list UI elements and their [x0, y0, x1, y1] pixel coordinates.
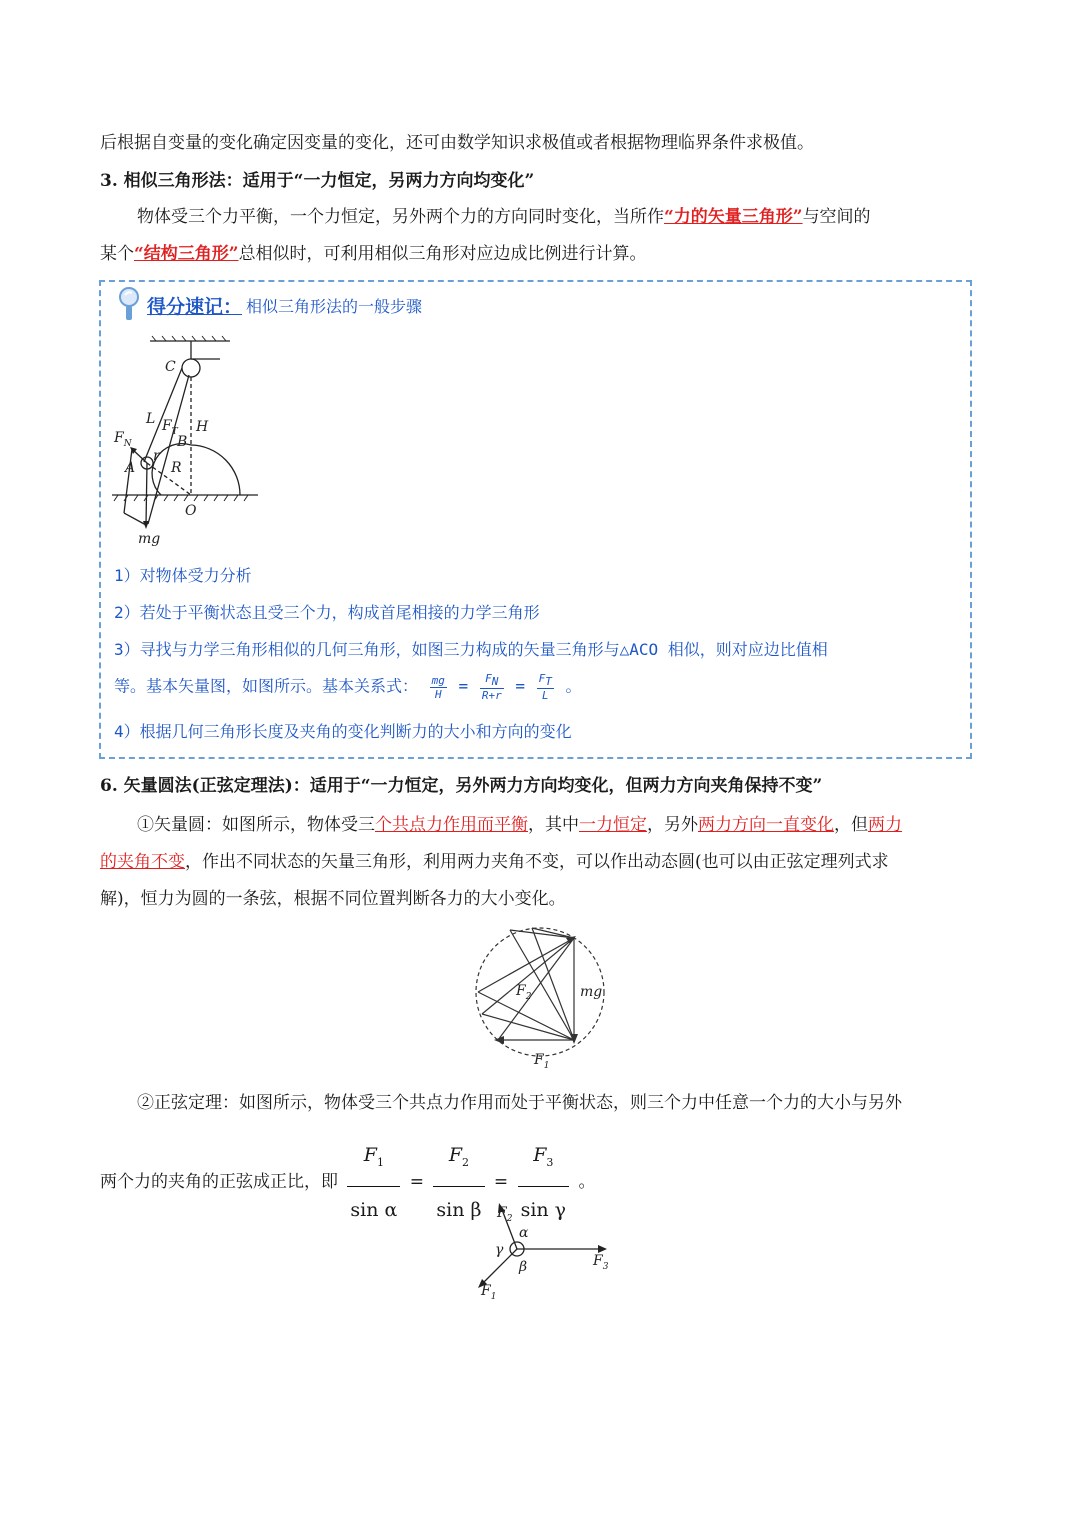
equals-sign: =	[409, 1171, 424, 1192]
section-3-paragraph-line-2	[100, 241, 647, 267]
tip-step-4: 4）根据几何三角形长度及夹角的变化判断力的大小和方向的变化	[114, 722, 572, 741]
sine-law-diagram	[465, 1195, 615, 1305]
label-f2: $F_2$	[497, 1205, 513, 1224]
section-6-paragraph-line-4: ②正弦定理：如图所示，物体受三个共点力作用而处于平衡状态，则三个力中任意一个力的大小与另外	[137, 1093, 902, 1113]
label-mg: mg	[138, 531, 161, 547]
text-run: 某个	[100, 244, 134, 264]
fraction-mg-h: $\frac{mg}{H}$	[431, 673, 445, 701]
label-ft: $F_T$	[162, 418, 178, 437]
text-run: 。	[565, 676, 582, 696]
label-b: B	[177, 434, 188, 450]
equals-sign: =	[515, 676, 525, 696]
section-6-paragraph-line-1: ①矢量圆：如图所示，物体受三个共点力作用而平衡，其中一力恒定，另外两力方向一直变化，但两力	[137, 815, 902, 835]
fraction-f3-sin-gamma: $\frac{F_3}{\text{sin γ}}$	[518, 1132, 569, 1233]
label-f3: $F_3$	[593, 1253, 609, 1272]
fraction-ft: $\frac{F_T}{L}$	[538, 672, 552, 703]
label-r-small: r	[153, 448, 160, 464]
fraction-f2-sin-beta: $\frac{F_2}{\text{sin β}}$	[433, 1132, 484, 1233]
tip-title: 得分速记：	[147, 296, 243, 318]
label-a: A	[125, 460, 136, 476]
hemisphere	[191, 445, 240, 495]
text-run: 总相似时，可利用相似三角形对应边成比例进行计算。	[238, 244, 647, 264]
gravity-arrow	[146, 463, 147, 525]
section-6-paragraph-line-3: 解)，恒力为圆的一条弦，根据不同位置判断各力的大小变化。	[100, 889, 566, 909]
text-run: 与空间的	[802, 207, 871, 227]
label-o: O	[185, 503, 197, 519]
vector-circle-diagram	[470, 922, 615, 1077]
fraction-f1-sin-alpha: $\frac{F_1}{\text{sin α}}$	[347, 1132, 400, 1233]
label-alpha: α	[519, 1225, 529, 1241]
section-3-paragraph-line-1	[137, 204, 871, 230]
label-f2: $F_2$	[516, 983, 532, 1002]
label-gamma: γ	[495, 1242, 504, 1258]
magnifier-icon	[116, 285, 146, 323]
equals-sign: =	[493, 1171, 509, 1192]
label-f1: $F_1$	[481, 1283, 497, 1302]
paragraph-line: 后根据自变量的变化确定因变量的变化，还可由数学知识求极值或者根据物理临界条件求极值。	[100, 133, 814, 153]
fraction-fn: $\frac{F_N}{R+r}$	[481, 672, 502, 703]
tip-step-1: 1）对物体受力分析	[114, 566, 252, 585]
tip-step-2: 2）若处于平衡状态且受三个力，构成首尾相接的力学三角形	[114, 603, 540, 622]
label-f1: $F_1$	[534, 1052, 550, 1071]
highlight-text: “力的矢量三角形”	[664, 207, 803, 227]
equals-sign: =	[458, 676, 469, 696]
tip-step-3-line-1: 3）寻找与力学三角形相似的几何三角形，如图三力构成的矢量三角形与△ACO 相似，则对应边比值相	[114, 640, 828, 659]
similar-triangle-diagram	[110, 335, 270, 550]
label-fn: $F_N$	[114, 430, 132, 449]
pulley	[182, 359, 200, 377]
text-run: 两个力的夹角的正弦成正比，即	[100, 1171, 338, 1192]
label-mg: mg	[580, 984, 603, 1000]
label-beta: β	[519, 1259, 528, 1275]
section-3-heading: 3. 相似三角形法：适用于“一力恒定，另两力方向均变化”	[100, 171, 535, 191]
text-run: 物体受三个力平衡，一个力恒定，另外两个力的方向同时变化，当所作	[137, 207, 664, 227]
tip-step-3-line-2	[114, 672, 582, 702]
highlight-text: “结构三角形”	[134, 244, 239, 264]
text-run: 。	[578, 1171, 596, 1192]
text-run: 等。基本矢量图，如图所示。基本关系式：	[114, 676, 419, 696]
label-r-large: R	[171, 460, 182, 476]
tip-subtitle: 相似三角形法的一般步骤	[246, 297, 423, 316]
label-l: L	[146, 411, 156, 427]
section-6-paragraph-line-2: 的夹角不变，作出不同状态的矢量三角形，利用两力夹角不变，可以作出动态圆(也可以由正弦定理列式求	[100, 852, 889, 872]
label-h: H	[196, 419, 209, 435]
label-c: C	[165, 359, 176, 375]
section-6-heading: 6. 矢量圆法(正弦定理法)：适用于“一力恒定，另外两力方向均变化，但两力方向夹角保持不变”	[100, 776, 823, 796]
